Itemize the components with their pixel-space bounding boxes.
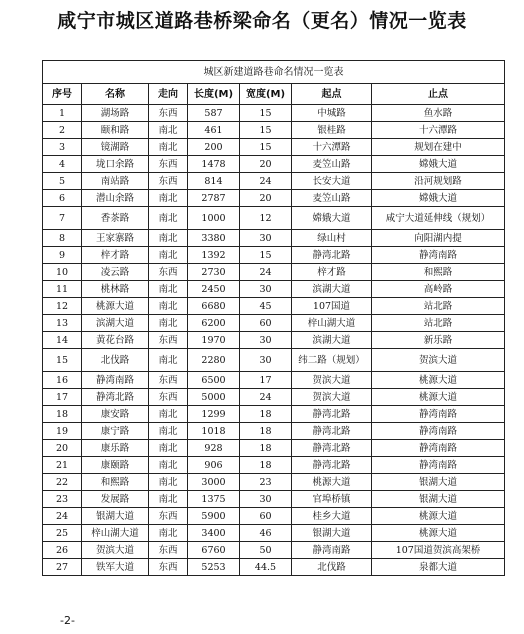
cell-start: 梓山湖大道 — [292, 315, 372, 332]
cell-end: 银湖大道 — [372, 491, 505, 508]
cell-length: 6500 — [188, 372, 240, 389]
cell-length: 814 — [188, 173, 240, 190]
cell-direction: 南北 — [149, 315, 188, 332]
cell-direction: 南北 — [149, 491, 188, 508]
cell-width: 18 — [240, 457, 292, 474]
cell-end: 桃源大道 — [372, 508, 505, 525]
cell-index: 16 — [43, 372, 82, 389]
cell-direction: 南北 — [149, 190, 188, 207]
table-row — [43, 173, 505, 190]
cell-index: 20 — [43, 440, 82, 457]
cell-end: 泉都大道 — [372, 559, 505, 576]
cell-start: 桂乡大道 — [292, 508, 372, 525]
cell-index: 25 — [43, 525, 82, 542]
cell-length: 1375 — [188, 491, 240, 508]
cell-width: 50 — [240, 542, 292, 559]
cell-index: 22 — [43, 474, 82, 491]
cell-name: 垅口余路 — [82, 156, 149, 173]
cell-length: 461 — [188, 122, 240, 139]
table-row — [43, 139, 505, 156]
cell-direction: 东西 — [149, 332, 188, 349]
cell-index: 5 — [43, 173, 82, 190]
cell-name: 桃林路 — [82, 281, 149, 298]
cell-length: 2730 — [188, 264, 240, 281]
cell-direction: 东西 — [149, 105, 188, 122]
cell-width: 20 — [240, 156, 292, 173]
cell-index: 24 — [43, 508, 82, 525]
cell-direction: 南北 — [149, 349, 188, 372]
col-header-end: 止点 — [372, 84, 505, 105]
cell-name: 黄花台路 — [82, 332, 149, 349]
cell-width: 18 — [240, 423, 292, 440]
cell-name: 康颐路 — [82, 457, 149, 474]
cell-index: 19 — [43, 423, 82, 440]
cell-length: 3000 — [188, 474, 240, 491]
cell-end: 十六潭路 — [372, 122, 505, 139]
col-header-width: 宽度(M) — [240, 84, 292, 105]
cell-index: 18 — [43, 406, 82, 423]
cell-length: 6760 — [188, 542, 240, 559]
col-header-name: 名称 — [82, 84, 149, 105]
col-header-start: 起点 — [292, 84, 372, 105]
cell-direction: 东西 — [149, 508, 188, 525]
table-row — [43, 457, 505, 474]
cell-width: 30 — [240, 349, 292, 372]
cell-start: 静湾南路 — [292, 542, 372, 559]
cell-direction: 东西 — [149, 542, 188, 559]
cell-index: 10 — [43, 264, 82, 281]
cell-index: 11 — [43, 281, 82, 298]
cell-width: 44.5 — [240, 559, 292, 576]
col-header-index: 序号 — [43, 84, 82, 105]
page-number: -2- — [60, 614, 75, 627]
cell-start: 贺滨大道 — [292, 389, 372, 406]
cell-direction: 南北 — [149, 207, 188, 230]
cell-end: 贺滨大道 — [372, 349, 505, 372]
col-header-direction: 走向 — [149, 84, 188, 105]
cell-name: 凌云路 — [82, 264, 149, 281]
table-row — [43, 508, 505, 525]
table-row — [43, 281, 505, 298]
table-row — [43, 122, 505, 139]
cell-name: 静湾北路 — [82, 389, 149, 406]
cell-end: 站北路 — [372, 298, 505, 315]
cell-direction: 南北 — [149, 122, 188, 139]
cell-length: 928 — [188, 440, 240, 457]
cell-direction: 南北 — [149, 298, 188, 315]
cell-end: 新乐路 — [372, 332, 505, 349]
cell-length: 587 — [188, 105, 240, 122]
cell-name: 北伐路 — [82, 349, 149, 372]
cell-start: 麦笠山路 — [292, 190, 372, 207]
table-row — [43, 423, 505, 440]
cell-length: 906 — [188, 457, 240, 474]
cell-start: 静湾北路 — [292, 423, 372, 440]
cell-index: 6 — [43, 190, 82, 207]
cell-length: 1478 — [188, 156, 240, 173]
cell-name: 梓山湖大道 — [82, 525, 149, 542]
cell-width: 15 — [240, 122, 292, 139]
cell-start: 十六潭路 — [292, 139, 372, 156]
cell-end: 沿河规划路 — [372, 173, 505, 190]
cell-end: 和熙路 — [372, 264, 505, 281]
cell-direction: 东西 — [149, 173, 188, 190]
cell-end: 规划在建中 — [372, 139, 505, 156]
cell-end: 嫦娥大道 — [372, 190, 505, 207]
cell-end: 桃源大道 — [372, 372, 505, 389]
cell-end: 高岭路 — [372, 281, 505, 298]
table-row — [43, 230, 505, 247]
cell-width: 24 — [240, 264, 292, 281]
cell-end: 静湾南路 — [372, 457, 505, 474]
cell-length: 5253 — [188, 559, 240, 576]
table-row — [43, 105, 505, 122]
cell-width: 15 — [240, 105, 292, 122]
table-header-row — [43, 84, 505, 105]
cell-direction: 南北 — [149, 525, 188, 542]
cell-name: 发展路 — [82, 491, 149, 508]
cell-width: 18 — [240, 440, 292, 457]
cell-width: 45 — [240, 298, 292, 315]
table-row — [43, 315, 505, 332]
cell-width: 30 — [240, 332, 292, 349]
cell-name: 静湾南路 — [82, 372, 149, 389]
cell-direction: 南北 — [149, 474, 188, 491]
cell-start: 滨湖大道 — [292, 281, 372, 298]
cell-start: 梓才路 — [292, 264, 372, 281]
cell-width: 30 — [240, 491, 292, 508]
cell-end: 向阳湖内提 — [372, 230, 505, 247]
cell-name: 铁军大道 — [82, 559, 149, 576]
cell-start: 桃源大道 — [292, 474, 372, 491]
cell-width: 17 — [240, 372, 292, 389]
table-row — [43, 190, 505, 207]
cell-name: 康安路 — [82, 406, 149, 423]
cell-direction: 东西 — [149, 264, 188, 281]
cell-end: 静湾南路 — [372, 423, 505, 440]
cell-start: 麦笠山路 — [292, 156, 372, 173]
table-row — [43, 525, 505, 542]
cell-width: 24 — [240, 173, 292, 190]
cell-index: 13 — [43, 315, 82, 332]
cell-start: 静湾北路 — [292, 247, 372, 264]
cell-start: 绿山村 — [292, 230, 372, 247]
cell-name: 香茶路 — [82, 207, 149, 230]
cell-end: 静湾南路 — [372, 406, 505, 423]
cell-direction: 东西 — [149, 389, 188, 406]
cell-name: 王家寨路 — [82, 230, 149, 247]
cell-end: 静湾南路 — [372, 440, 505, 457]
cell-start: 滨湖大道 — [292, 332, 372, 349]
cell-start: 纬二路（规划） — [292, 349, 372, 372]
cell-end: 静湾南路 — [372, 247, 505, 264]
cell-name: 梓才路 — [82, 247, 149, 264]
cell-start: 中城路 — [292, 105, 372, 122]
table-row — [43, 389, 505, 406]
cell-direction: 南北 — [149, 406, 188, 423]
cell-index: 27 — [43, 559, 82, 576]
cell-width: 15 — [240, 139, 292, 156]
cell-name: 桃源大道 — [82, 298, 149, 315]
cell-direction: 南北 — [149, 423, 188, 440]
cell-start: 长安大道 — [292, 173, 372, 190]
cell-length: 1392 — [188, 247, 240, 264]
cell-end: 嫦娥大道 — [372, 156, 505, 173]
cell-length: 5000 — [188, 389, 240, 406]
cell-name: 银湖大道 — [82, 508, 149, 525]
col-header-length: 长度(M) — [188, 84, 240, 105]
cell-name: 湖场路 — [82, 105, 149, 122]
cell-width: 23 — [240, 474, 292, 491]
cell-end: 107国道贺滨高架桥 — [372, 542, 505, 559]
cell-width: 15 — [240, 247, 292, 264]
cell-length: 2450 — [188, 281, 240, 298]
cell-length: 1018 — [188, 423, 240, 440]
cell-length: 1000 — [188, 207, 240, 230]
cell-direction: 东西 — [149, 156, 188, 173]
cell-direction: 东西 — [149, 559, 188, 576]
table-row — [43, 474, 505, 491]
table-row — [43, 207, 505, 230]
cell-width: 30 — [240, 281, 292, 298]
cell-name: 南站路 — [82, 173, 149, 190]
cell-width: 60 — [240, 508, 292, 525]
table-row — [43, 298, 505, 315]
cell-index: 4 — [43, 156, 82, 173]
cell-length: 1970 — [188, 332, 240, 349]
table-row — [43, 156, 505, 173]
cell-start: 贺滨大道 — [292, 372, 372, 389]
cell-direction: 东西 — [149, 372, 188, 389]
cell-width: 12 — [240, 207, 292, 230]
cell-length: 3380 — [188, 230, 240, 247]
cell-end: 桃源大道 — [372, 525, 505, 542]
cell-end: 桃源大道 — [372, 389, 505, 406]
page-title: 咸宁市城区道路巷桥梁命名（更名）情况一览表 — [57, 10, 467, 32]
cell-start: 银桂路 — [292, 122, 372, 139]
cell-index: 14 — [43, 332, 82, 349]
table-row — [43, 247, 505, 264]
cell-start: 静湾北路 — [292, 457, 372, 474]
cell-direction: 南北 — [149, 457, 188, 474]
cell-direction: 南北 — [149, 139, 188, 156]
cell-length: 5900 — [188, 508, 240, 525]
cell-end: 站北路 — [372, 315, 505, 332]
table-caption: 城区新建道路巷命名情况一览表 — [43, 61, 505, 84]
table-row — [43, 542, 505, 559]
table-row — [43, 332, 505, 349]
cell-width: 24 — [240, 389, 292, 406]
cell-name: 和熙路 — [82, 474, 149, 491]
cell-index: 15 — [43, 349, 82, 372]
cell-direction: 南北 — [149, 247, 188, 264]
table-row — [43, 559, 505, 576]
cell-width: 60 — [240, 315, 292, 332]
cell-width: 30 — [240, 230, 292, 247]
cell-name: 康乐路 — [82, 440, 149, 457]
cell-start: 静湾北路 — [292, 406, 372, 423]
cell-length: 1299 — [188, 406, 240, 423]
cell-start: 银湖大道 — [292, 525, 372, 542]
cell-index: 2 — [43, 122, 82, 139]
cell-index: 1 — [43, 105, 82, 122]
cell-name: 康宁路 — [82, 423, 149, 440]
cell-direction: 南北 — [149, 281, 188, 298]
cell-name: 滨湖大道 — [82, 315, 149, 332]
cell-index: 7 — [43, 207, 82, 230]
cell-length: 2787 — [188, 190, 240, 207]
cell-length: 3400 — [188, 525, 240, 542]
cell-length: 6200 — [188, 315, 240, 332]
cell-width: 20 — [240, 190, 292, 207]
cell-index: 17 — [43, 389, 82, 406]
cell-length: 6680 — [188, 298, 240, 315]
cell-length: 200 — [188, 139, 240, 156]
table-row — [43, 406, 505, 423]
cell-index: 23 — [43, 491, 82, 508]
table-row — [43, 264, 505, 281]
cell-end: 鱼水路 — [372, 105, 505, 122]
cell-index: 8 — [43, 230, 82, 247]
cell-index: 26 — [43, 542, 82, 559]
cell-width: 18 — [240, 406, 292, 423]
cell-name: 潜山余路 — [82, 190, 149, 207]
table-row — [43, 491, 505, 508]
cell-name: 贺滨大道 — [82, 542, 149, 559]
cell-end: 咸宁大道延伸线（规划） — [372, 207, 505, 230]
cell-index: 21 — [43, 457, 82, 474]
cell-width: 46 — [240, 525, 292, 542]
cell-end: 银湖大道 — [372, 474, 505, 491]
table-row — [43, 349, 505, 372]
table-row — [43, 440, 505, 457]
cell-direction: 南北 — [149, 440, 188, 457]
road-naming-table — [42, 60, 505, 576]
cell-start: 静湾北路 — [292, 440, 372, 457]
cell-direction: 南北 — [149, 230, 188, 247]
cell-name: 镜湖路 — [82, 139, 149, 156]
cell-start: 嫦娥大道 — [292, 207, 372, 230]
cell-name: 颐和路 — [82, 122, 149, 139]
cell-index: 3 — [43, 139, 82, 156]
cell-start: 北伐路 — [292, 559, 372, 576]
table-row — [43, 372, 505, 389]
cell-start: 官埠桥镇 — [292, 491, 372, 508]
cell-length: 2280 — [188, 349, 240, 372]
cell-index: 9 — [43, 247, 82, 264]
cell-index: 12 — [43, 298, 82, 315]
cell-start: 107国道 — [292, 298, 372, 315]
